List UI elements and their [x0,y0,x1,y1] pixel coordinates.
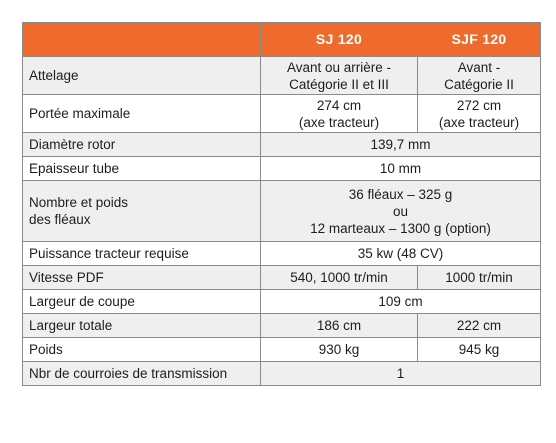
value-line: 36 fléaux – 325 g [348,186,453,202]
label-line: des fléaux [29,212,91,227]
value-merged: 1 [261,362,541,386]
value-sjf120: 945 kg [418,338,541,362]
value-line: 272 cm [456,97,502,113]
value-sj120 [261,57,418,95]
row-label: Largeur totale [23,314,261,338]
value-sjf120: 222 cm [418,314,541,338]
row-label [23,181,261,242]
value-merged: 35 kw (48 CV) [261,242,541,266]
spec-table-wrapper [22,22,540,386]
row-label: Puissance tracteur requise [23,242,261,266]
value-line: Catégorie II et III [289,76,389,92]
value-line: 274 cm [316,97,362,113]
row-label: Largeur de coupe [23,290,261,314]
row-label: Attelage [23,57,261,95]
value-sj120 [261,95,418,133]
value-line: (axe tracteur) [438,114,520,130]
value-merged: 139,7 mm [261,133,541,157]
value-merged [261,181,541,242]
row-largeur-totale [23,314,541,338]
value-sjf120: 1000 tr/min [418,266,541,290]
row-label: Epaisseur tube [23,157,261,181]
value-line: Avant ou arrière - [286,59,392,75]
value-sj120: 186 cm [261,314,418,338]
value-sjf120 [418,95,541,133]
row-diametre-rotor [23,133,541,157]
row-courroies [23,362,541,386]
row-flails [23,181,541,242]
label-line: Nombre et poids [29,195,129,210]
row-epaisseur-tube [23,157,541,181]
row-vitesse-pdf [23,266,541,290]
row-attelage [23,57,541,95]
row-portee [23,95,541,133]
value-merged: 10 mm [261,157,541,181]
value-sj120: 540, 1000 tr/min [261,266,418,290]
row-label: Nbr de courroies de transmission [23,362,261,386]
value-line: Avant - [457,59,501,75]
value-line: 12 marteaux – 1300 g (option) [310,220,491,236]
row-label: Diamètre rotor [23,133,261,157]
value-sj120: 930 kg [261,338,418,362]
row-largeur-coupe [23,290,541,314]
header-sjf120: SJF 120 [418,23,541,57]
row-label: Vitesse PDF [23,266,261,290]
row-label: Poids [23,338,261,362]
row-label: Portée maximale [23,95,261,133]
header-sj120: SJ 120 [261,23,418,57]
value-merged: 109 cm [261,290,541,314]
value-line: (axe tracteur) [298,114,380,130]
row-puissance [23,242,541,266]
value-line: Catégorie II [444,76,514,92]
row-poids [23,338,541,362]
value-sjf120 [418,57,541,95]
value-line: ou [392,203,409,219]
header-row [23,23,541,57]
spec-table [22,22,541,386]
header-empty-cell [23,23,261,57]
